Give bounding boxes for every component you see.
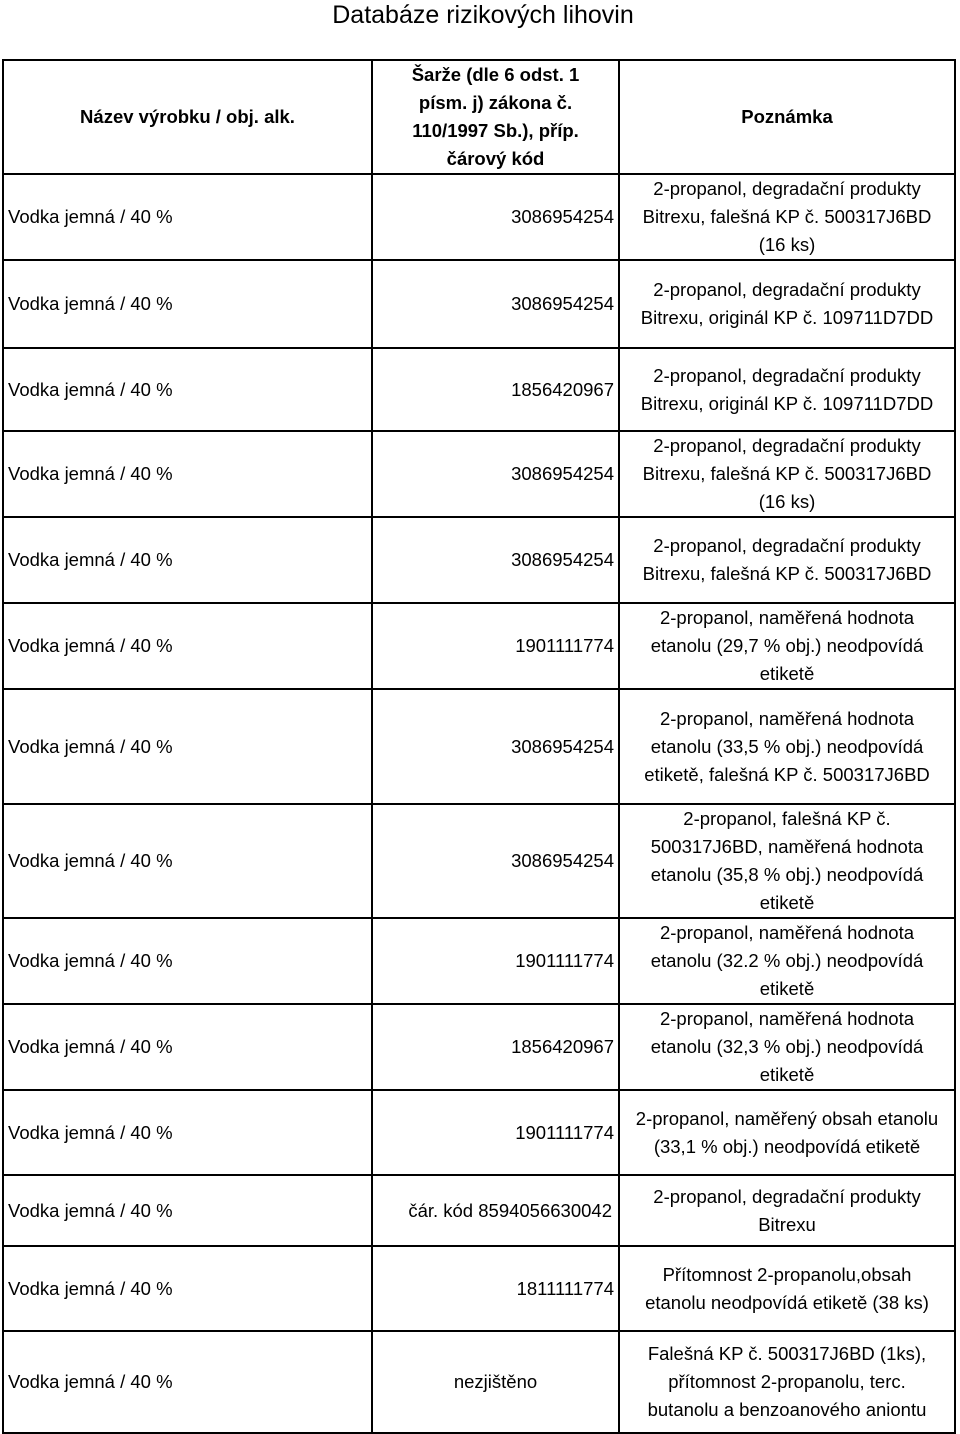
- cell-product-name: Vodka jemná / 40 %: [3, 174, 372, 260]
- cell-batch: 3086954254: [372, 431, 619, 517]
- cell-product-name: Vodka jemná / 40 %: [3, 1246, 372, 1331]
- cell-note: 2-propanol, degradační produkty Bitrexu, originál KP č. 109711D7DD: [619, 260, 955, 348]
- cell-product-name: Vodka jemná / 40 %: [3, 1331, 372, 1433]
- cell-batch: 1856420967: [372, 348, 619, 431]
- header-product-name: Název výrobku / obj. alk.: [3, 60, 372, 174]
- cell-note: 2-propanol, degradační produkty Bitrexu: [619, 1175, 955, 1246]
- table-row: [3, 1331, 955, 1433]
- table-row: [3, 918, 955, 1004]
- cell-batch: 3086954254: [372, 260, 619, 348]
- cell-product-name: Vodka jemná / 40 %: [3, 918, 372, 1004]
- table-row: [3, 603, 955, 689]
- cell-note: 2-propanol, naměřený obsah etanolu (33,1 % obj.) neodpovídá etiketě: [619, 1090, 955, 1175]
- cell-batch: 1901111774: [372, 918, 619, 1004]
- cell-product-name: Vodka jemná / 40 %: [3, 348, 372, 431]
- table-row: [3, 1175, 955, 1246]
- page-title-text: Databáze rizikových lihovin: [332, 1, 634, 29]
- cell-batch: 3086954254: [372, 804, 619, 918]
- header-note: Poznámka: [619, 60, 955, 174]
- table-row: [3, 689, 955, 804]
- cell-note: Falešná KP č. 500317J6BD (1ks), přítomnost 2-propanolu, terc. butanolu a benzoanového aniontu: [619, 1331, 955, 1433]
- cell-product-name: Vodka jemná / 40 %: [3, 517, 372, 603]
- cell-note: Přítomnost 2-propanolu,obsah etanolu neodpovídá etiketě (38 ks): [619, 1246, 955, 1331]
- cell-product-name: Vodka jemná / 40 %: [3, 1175, 372, 1246]
- cell-product-name: Vodka jemná / 40 %: [3, 431, 372, 517]
- table-row: [3, 174, 955, 260]
- table-row: [3, 1090, 955, 1175]
- cell-batch: nezjištěno: [372, 1331, 619, 1433]
- table-row: [3, 348, 955, 431]
- cell-batch: 1901111774: [372, 1090, 619, 1175]
- cell-note: 2-propanol, degradační produkty Bitrexu, falešná KP č. 500317J6BD (16 ks): [619, 174, 955, 260]
- cell-note: 2-propanol, degradační produkty Bitrexu, falešná KP č. 500317J6BD (16 ks): [619, 431, 955, 517]
- cell-note: 2-propanol, degradační produkty Bitrexu, originál KP č. 109711D7DD: [619, 348, 955, 431]
- page-title: [0, 0, 960, 30]
- table-row: [3, 1246, 955, 1331]
- cell-note: 2-propanol, naměřená hodnota etanolu (33,5 % obj.) neodpovídá etiketě, falešná KP č. 500317J6BD: [619, 689, 955, 804]
- cell-note: 2-propanol, naměřená hodnota etanolu (29,7 % obj.) neodpovídá etiketě: [619, 603, 955, 689]
- cell-product-name: Vodka jemná / 40 %: [3, 260, 372, 348]
- cell-product-name: Vodka jemná / 40 %: [3, 1090, 372, 1175]
- cell-batch: 1901111774: [372, 603, 619, 689]
- table-row: [3, 517, 955, 603]
- cell-product-name: Vodka jemná / 40 %: [3, 603, 372, 689]
- cell-note: 2-propanol, falešná KP č. 500317J6BD, naměřená hodnota etanolu (35,8 % obj.) neodpovídá etiketě: [619, 804, 955, 918]
- table-row: [3, 804, 955, 918]
- table-header-row: [3, 60, 955, 174]
- cell-note: 2-propanol, degradační produkty Bitrexu, falešná KP č. 500317J6BD: [619, 517, 955, 603]
- cell-product-name: Vodka jemná / 40 %: [3, 689, 372, 804]
- table-row: [3, 260, 955, 348]
- cell-product-name: Vodka jemná / 40 %: [3, 804, 372, 918]
- cell-product-name: Vodka jemná / 40 %: [3, 1004, 372, 1090]
- table-row: [3, 1004, 955, 1090]
- header-batch: Šarže (dle 6 odst. 1 písm. j) zákona č. 110/1997 Sb.), příp. čárový kód: [372, 60, 619, 174]
- cell-batch: čár. kód 8594056630042: [372, 1175, 619, 1246]
- cell-note: 2-propanol, naměřená hodnota etanolu (32.2 % obj.) neodpovídá etiketě: [619, 918, 955, 1004]
- cell-batch: 1811111774: [372, 1246, 619, 1331]
- table-row: [3, 431, 955, 517]
- cell-batch: 3086954254: [372, 174, 619, 260]
- cell-note: 2-propanol, naměřená hodnota etanolu (32,3 % obj.) neodpovídá etiketě: [619, 1004, 955, 1090]
- cell-batch: 3086954254: [372, 517, 619, 603]
- risk-spirits-table: [2, 59, 956, 1434]
- cell-batch: 3086954254: [372, 689, 619, 804]
- cell-batch: 1856420967: [372, 1004, 619, 1090]
